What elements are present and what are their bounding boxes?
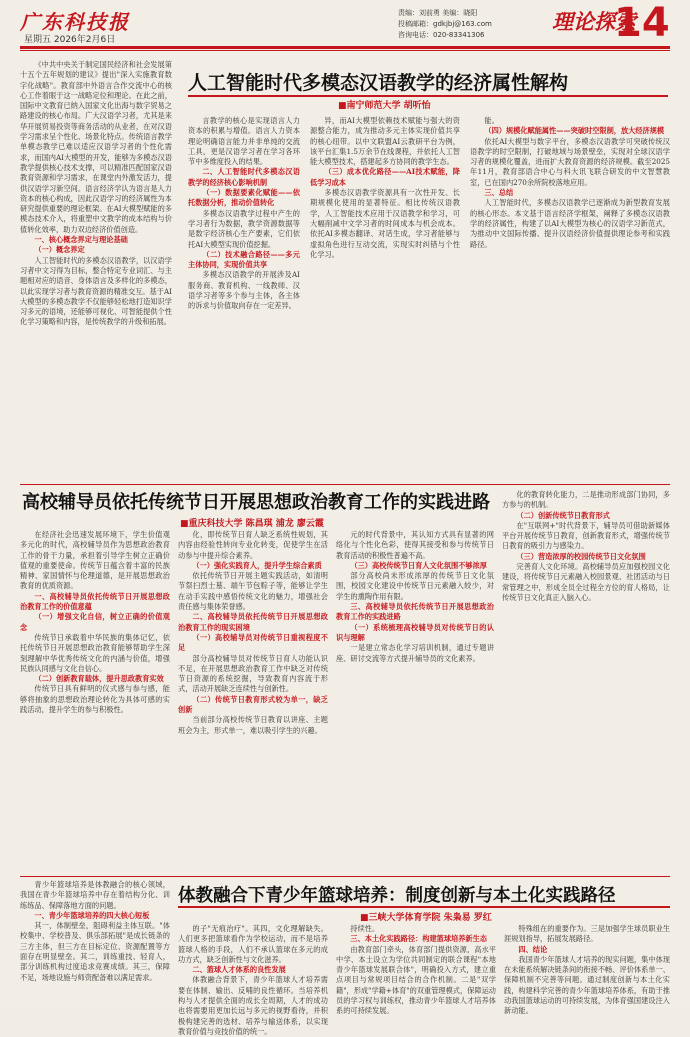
paragraph: 特殊组在的重要作为。三是加强学生球员职业生涯规划指导，拓展发展路径。: [504, 924, 670, 944]
paragraph: 依托传统节日开展主题实践活动，如清明节祭扫烈士墓、端午节包粽子等，能够让学生在动手实践中感悟传统文化的魅力，增强社会责任感与集体荣誉感。: [178, 571, 328, 612]
paragraph: 二、篮球人才体系的良性发展: [192, 965, 286, 975]
paragraph: 一是建立常态化学习培训机制，通过专题讲座、研讨交流等方式提升辅导员的文化素养。: [336, 643, 494, 663]
paragraph: 人工智能时代，多模态汉语教学已逐渐成为新型教育发展的核心形态。本文基于语言经济学框架，阐释了多模态汉语教学的经济属性，构建了以AI大模型为核心的汉语学习新范式，为推动中文国际传播、提升汉语经济价值提供理论参考和实践路径。: [470, 198, 670, 249]
paragraph: 其一，体制壁垒，阻碍利益主体互联。"体校集中、学校普及、俱乐部拓展"是成长链条的三方主体，但三方在目标定位、资源配置等方面存在明显壁垒。其二，训练重技、轻育人，部分训练机构过度追求竞赛成绩。其三，保障不足，场地设施与师资配备难以满足需求。: [20, 921, 170, 982]
article-2-column-4: [502, 490, 670, 872]
article-2-byline: ■重庆科技大学 陈昌琪 浦龙 廖云霞: [180, 519, 324, 529]
article-3-column-3: [336, 924, 496, 1016]
paragraph: 异，而AI大模型依赖技术赋能与强大的资源整合能力，成为推动多元主体实现价值共享的核心纽带。以中文联盟AI云教研平台为例，该平台汇集1.5万余节在线课程，并依托人工智能大模型技术，搭建起多方协同的教学生态。: [310, 116, 460, 167]
paragraph: 在"互联网+"时代背景下，辅导员可借助新媒体平台开展传统节日教育，创新教育形式，增强传统节日教育的吸引力与感染力。: [502, 520, 670, 551]
title-rule-3: [178, 906, 670, 908]
paragraph: （三）成本优化路径——AI技术赋能，降低学习成本: [310, 167, 460, 187]
paragraph: 一、青少年篮球培养的四大核心短板: [34, 910, 150, 920]
paragraph: （一）增强文化自信，树立正确的价值观念: [20, 612, 170, 632]
paragraph: 四、结论: [518, 944, 548, 954]
article-3-column-2: [178, 924, 328, 1036]
paragraph: 能。: [484, 116, 499, 125]
paragraph: 部分高校辅导员对传统节日育人功能认识不足，在开展思想政治教育工作中缺乏对传统节日资源的系统挖掘，导致教育内容流于形式，活动开展缺乏连续性与创新性。: [178, 653, 328, 694]
article-1-column-4: [470, 116, 670, 480]
paragraph: （一）概念界定: [34, 245, 85, 255]
article-3-column-4: [504, 924, 670, 1016]
paragraph: 化，即传统节日育人缺乏系统性规划，其内容由经验性转向专业化转变，促使学生在活动参与中提升综合素养。: [178, 530, 328, 560]
article-1-title: 人工智能时代多模态汉语教学的经济属性解构: [188, 72, 569, 94]
paragraph: 元的时代背景中，其认知方式具有显著的网络化与个性化色彩，使得其接受和参与传统节日教育活动的积极性普遍不高。: [336, 530, 494, 560]
paragraph: （四）规模化赋能属性——突破时空限制，放大经济规模: [484, 126, 665, 136]
paragraph: 在经济社会迅速发展环境下，学生价值观多元化的时代，高校辅导员作为思想政治教育工作的骨干力量，承担着引导学生树立正确价值观的重要使命。传统节日蕴含着丰富的民族精神、家国情怀与伦理道德，是开展思想政治教育的优质资源。: [20, 530, 170, 591]
paragraph: 三、总结: [484, 188, 514, 198]
paragraph: 一、高校辅导员依托传统节日开展思想政治教育工作的价值意蕴: [20, 591, 170, 612]
paragraph: 三、高校辅导员依托传统节日开展思想政治教育工作的实践进路: [336, 602, 494, 622]
paragraph: 的子"无痕治疗"。其四，文化理解缺失。人们更多把篮球看作为学校运动，而不是培养篮球人格的手段，人们不承认篮球在多元的成功方式，缺乏创新性与文化滋养。: [178, 924, 328, 964]
paragraph: （三）营造浓厚的校园传统节日文化氛围: [516, 551, 646, 561]
paragraph: （一）数据要素化赋能——依托数据分析，推动价值转化: [188, 188, 300, 208]
article-2-column-3: [336, 530, 494, 872]
paragraph: 三、本土化实践路径：构建篮球培养新生态: [350, 934, 487, 944]
article-divider-2: [20, 876, 670, 877]
title-rule: [188, 95, 668, 97]
article-3-byline: ■三峡大学体育学院 朱枭易 罗红: [360, 913, 492, 923]
paragraph: 一、核心概念界定与理论基础: [34, 235, 128, 245]
issue-date: 星期五 2026年2月6日: [24, 35, 116, 45]
paragraph: 传统节日具有鲜明的仪式感与参与感，能够将抽象的思想政治理论转化为具体可感的实践活动，提升学生的参与积极性。: [20, 684, 170, 715]
paragraph: 人工智能时代的多模态汉语教学，以汉语学习者中文习得为目标，整合特定专业词汇、与主题相对应的语音、身体语言及多样化的多模态，以此实现学习者与教育资源的精准交互。基于AI大模型的多模态教学不仅能够轻松地打造知识学习多元的语境，还能够可视化、可智能提供个性化学习策略和内容，是传统教学的升级和拓展。: [20, 255, 172, 327]
paragraph: （二）传统节日教育形式较为单一，缺乏创新: [178, 694, 328, 715]
article-3-column-1: [20, 880, 170, 1000]
phone-line: 咨询电话：020-83341306: [398, 31, 485, 39]
article-1-byline: ■南宁师范大学 胡听怡: [338, 101, 431, 111]
paragraph: （一）强化实践育人，提升学生综合素质: [192, 560, 322, 570]
email-line: 投稿邮箱：gdkjbj@163.com: [398, 20, 492, 28]
paragraph: 多模态汉语教学的开展涉及AI服务商、教育机构、一线教师、汉语学习者等多个参与主体，各主体的诉求与价值取向存在一定差异。: [188, 270, 300, 311]
paragraph: 言教学的核心是实现语言人力资本的积累与增值。语言人力资本理论明确语言能力并非单纯的交流工具，更是汉语学习者在学习各环节中多维度投入的结果。: [188, 116, 300, 167]
paragraph: （三）高校传统节日育人文化氛围不够浓厚: [350, 560, 487, 570]
paragraph: 二、高校辅导员依托传统节日开展思想政治教育工作的现实困境: [178, 612, 328, 632]
paragraph: 持续性。: [350, 924, 380, 933]
paragraph: 当前部分高校传统节日教育以讲座、主题班会为主，形式单一，难以吸引学生的兴趣。: [178, 715, 328, 735]
paragraph: 青少年篮球培养是体教融合的核心领域，我国在青少年篮球培养中存在着结构分化、训练练品、保障落地方面的问题。: [20, 880, 170, 910]
paragraph: 我国青少年篮球人才培养的现实问题，集中体现在未能系统解决链条间的衔接不畅、评价体系单一、保障机制不完善等问题。通过制度创新与本土化实践，构建科学完善的青少年篮球培养体系，有助于推动我国篮球运动的可持续发展，为体育强国建设注入新动能。: [504, 954, 670, 1016]
article-2-column-2: [178, 530, 328, 872]
article-2-column-1: [20, 530, 170, 872]
header-rule-thin: [20, 50, 670, 51]
paragraph: 由教育部门牵头，体育部门提供资源，高水平中学、本土设立为学位共同制定的联合课程"本地青少年篮球发展联合体"，明确投入方式，建立重点项目与常规项目结合的合作机制。二是"双学籍"，形成"学籍+体育"的双重管理模式，保障运动员的学习权与训练权，推动青少年篮球人才培养体系的可持续发展。: [336, 944, 496, 1016]
paragraph: 多模态汉语教学过程中产生的学习者行为数据，教学资源数据等是数字经济核心生产要素，它们依托AI大模型实现价值挖掘。: [188, 208, 300, 249]
paragraph: 依托AI大模型与数字平台，多模态汉语教学可突破传统汉语教学的时空限制，打破地域与场景壁垒，实现对全球汉语学习者的规模化覆盖，进而扩大教育资源的经济规模。截至2025年11月，教育部语合中心与科大讯飞联合研发的中文智慧教室，已在国内270余所院校落地应用。: [470, 136, 670, 187]
paragraph: 二、人工智能时代多模态汉语教学的经济核心影响机制: [188, 167, 300, 187]
header-rule: [20, 46, 670, 49]
paragraph: 完善育人文化环境。高校辅导员应加强校园文化建设，将传统节日元素融入校园景观、社团活动与日常管理之中，形成全员全过程全方位的育人格局，让传统节日文化真正入脑入心。: [502, 562, 670, 602]
paragraph: 化的教育转化能力，二是推动形成部门协同，多方参与的机制。: [502, 490, 670, 510]
paragraph: （二）创新传统节日教育形式: [516, 510, 610, 520]
page-header: [0, 0, 690, 64]
paragraph: （一）高校辅导员对传统节日重视程度不足: [178, 632, 328, 653]
paragraph: 部分高校尚未形成浓厚的传统节日文化氛围，校园文化建设中传统节日元素融入较少，对学生的熏陶作用有限。: [336, 571, 494, 601]
article-3-title: 体教融合下青少年篮球培养：制度创新与本土化实践路径: [178, 886, 616, 906]
article-2-title: 高校辅导员依托传统节日开展思想政治教育工作的实践进路: [22, 492, 490, 513]
paragraph: （一）系统梳理高校辅导员对传统节日的认识与理解: [336, 622, 494, 642]
paragraph: 传统节日承载着中华民族的集体记忆，依托传统节日开展思想政治教育能够帮助学生深刻理解中华优秀传统文化的内涵与价值，增强民族认同感与文化自信心。: [20, 632, 170, 673]
article-1-column-1: [20, 60, 172, 480]
section-title: 理论探索: [552, 9, 636, 34]
editor-info: [398, 8, 492, 41]
paragraph: （二）创新教育载体，提升思政教育实效: [34, 674, 164, 684]
masthead-logo: 广东科技报: [20, 10, 130, 34]
paragraph: （二）技术融合路径——多元主体协同，实现价值共享: [188, 249, 300, 270]
paragraph: 体教融合背景下，青少年篮球人才培养需要在体制、输出、反哺的良性循环。当培养机构与人才提供全面的成长全周期，人才的成功也将需要用更加长远与多元的视野看待，并积极构建完善的选材、培养与输送体系，以实现教育价值与竞技价值的统一。: [178, 975, 328, 1036]
editor-line: 责编：刘前勇 美编：晓阳: [398, 9, 478, 17]
paragraph: 多模态汉语教学资源具有一次性开发、长期规模化使用的显著特征。相比传统汉语教学，人工智能技术应用于汉语教学和学习，可大幅削减中文学习者的时间成本与机会成本。依托AI多模态翻译、对话生成，学习者能够与虚拟角色进行互动交流，实现实时纠错与个性化学习。: [310, 188, 460, 259]
article-divider: [20, 484, 670, 485]
page-number: 14: [614, 0, 670, 46]
paragraph: 《中共中央关于制定国民经济和社会发展第十五个五年规划的建议》提出"深入实施教育数字化战略"。教育部中外语言合作交流中心的核心工作着眼于这一战略定位和理论。在此之前，国际中文教育已纳入国家文化出海与数字贸易之路建设的核心布局。广大汉语学习者，尤其是来华开展贸易投资等商务活动的从业者，在对汉语学习需求呈个性化、场景化特点。传统语言教学单模态教学已难以适应汉语学习者的个性化需求，而国内AI大模型的开发，能够为多模态汉语教学提供核心技术支撑，可以精准匹配国家汉语教育资源和学习需求，在课堂内外激发活力，提供汉语学习新空间。语言经济学认为语言是人力资本的核心构成，因此汉语学习的经济属性为本研究提供重要的理论框架。在AI大模型赋能的多模态技术介入，将重塑中文教学的成本结构与价值转化效率，助力双边经济价值创造。: [20, 60, 172, 234]
article-1-column-3: [310, 116, 460, 480]
article-1-column-2: [188, 116, 300, 480]
